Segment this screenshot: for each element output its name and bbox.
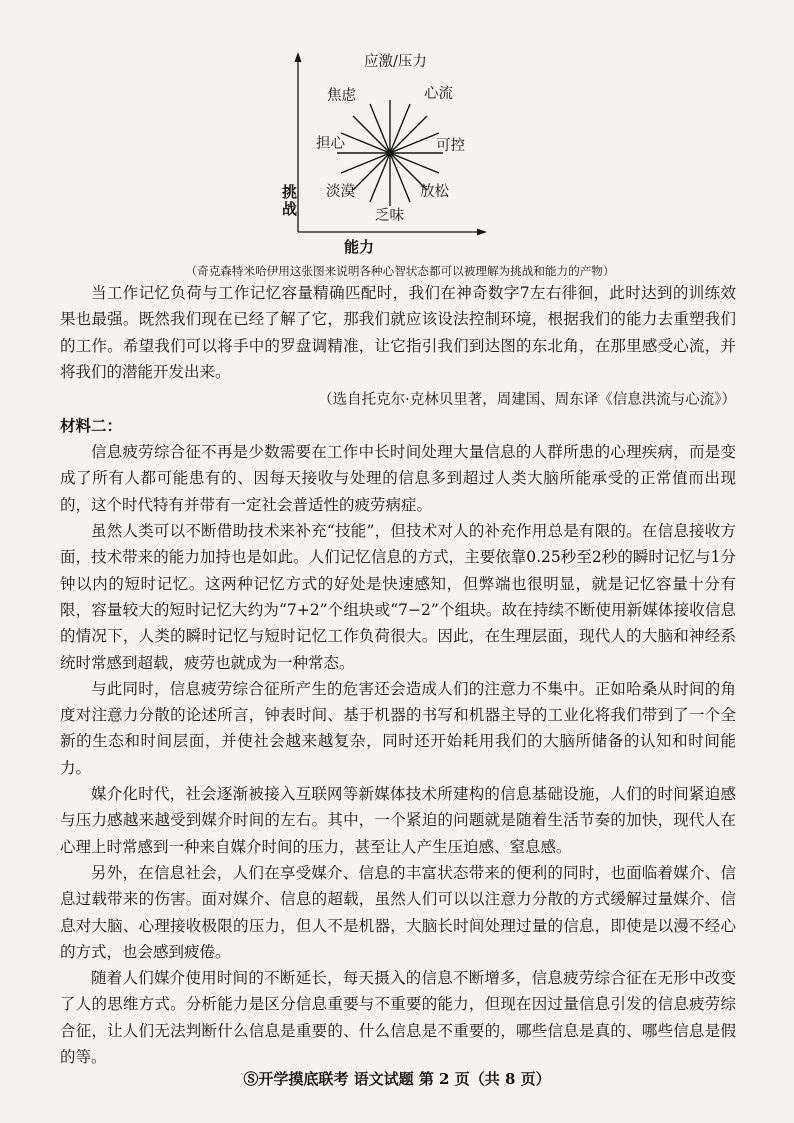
page-footer: Ⓢ开学摸底联考 语文试题 第 2 页（共 8 页） [243, 1070, 551, 1088]
y-axis-label: 挑战 [280, 184, 298, 218]
x-axis-arrow [477, 229, 487, 236]
state-relaxation: 放松 [420, 184, 449, 200]
state-boredom: 乏味 [375, 208, 404, 224]
paragraph-2: 信息疲劳综合征不再是少数需要在工作中长时间处理大量信息的人群所患的心理疾病，而是变成了所有人都可能患有的、因每天接收与处理的信息多到超过人类大脑所能承受的正常值而出现的，这个时代特有并带有一定社会普适性的疲劳病症。 [60, 443, 736, 514]
paragraph-1: 当工作记忆负荷与工作记忆容量精确匹配时，我们在神奇数字7左右徘徊，此时达到的训练效果也最强。既然我们现在已经了解了它，那我们就应该设法控制环境，根据我们的能力去重塑我们的工作。希望我们可以将手中的罗盘调精准，让它指引我们到达图的东北角，在那里感受心流，并将我们的潜能开发出来。 [60, 284, 736, 381]
state-anxiety: 焦虑 [327, 88, 356, 104]
paragraph-6: 另外，在信息社会，人们在享受媒介、信息的丰富状态带来的便利的同时，也面临着媒介、信息过载带来的伤害。面对媒介、信息的超载，虽然人们可以以注意力分散的方式缓解过量媒介、信息对大脑、心理接收极限的压力，但人不是机器，大脑长时间处理过量的信息，即使是以漫不经心的方式，也会感到疲倦。 [60, 863, 736, 961]
paragraph-5: 媒介化时代，社会逐渐被接入互联网等新媒体技术所建构的信息基础设施，人们的时间紧迫感与压力感越来越受到媒介时间的左右。其中，一个紧迫的问题就是随着生活节奏的加快，现代人在心理上时常感到一种来自媒介时间的压力，甚至让人产生压迫感、窒息感。 [60, 785, 736, 856]
paragraph-7: 随着人们媒介使用时间的不断延长，每天摄入的信息不断增多，信息疲劳综合征在无形中改变了人的思维方式。分析能力是区分信息重要与不重要的能力，但现在因过量信息引发的信息疲劳综合征，让人们无法判断什么信息是重要的、什么信息是不重要的，哪些信息是真的、哪些信息是假的等。 [60, 969, 736, 1067]
figure-caption: （奇克森特米哈伊用这张图来说明各种心智状态都可以被理解为挑战和能力的产物） [185, 264, 615, 278]
flow-diagram [268, 44, 498, 254]
body-text [60, 280, 736, 1070]
state-control: 可控 [436, 138, 465, 154]
y-axis-arrow [295, 52, 302, 62]
source-citation: （选自托克尔·克林贝里著，周建国、周东译《信息洪流与心流》） [318, 392, 736, 409]
state-flow: 心流 [424, 86, 453, 102]
state-apathy: 淡漠 [326, 184, 355, 200]
state-worry: 担心 [316, 136, 345, 152]
paragraph-4: 与此同时，信息疲劳综合征所产生的危害还会造成人们的注意力不集中。正如哈桑从时间的角度对注意力分散的论述所言，钟表时间、基于机器的书写和机器主导的工业化将我们带到了一个全新的生态和时间层面，并使社会越来越复杂，同时还开始耗用我们的大脑所储备的认知和时间能力。 [60, 679, 736, 777]
paragraph-3: 虽然人类可以不断借助技术来补充“技能”，但技术对人的补充作用总是有限的。在信息接收方面，技术带来的能力加持也是如此。人们记忆信息的方式，主要依靠0.25秒至2秒的瞬时记忆与1分钟以内的短时记忆。这两种记忆方式的好处是快速感知，但弊端也很明显，就是记忆容量十分有限，容量较大的短时记忆大约为“7+2”个组块或“7−2”个组块。故在持续不断使用新媒体接收信息的情况下，人类的瞬时记忆与短时记忆工作负荷很大。因此，在生理层面，现代人的大脑和神经系统时常感到超载，疲劳也就成为一种常态。 [60, 522, 736, 672]
material-2-heading: 材料二： [60, 416, 123, 436]
x-axis-label: 能力 [344, 238, 375, 256]
state-stress: 应激/压力 [364, 54, 427, 70]
